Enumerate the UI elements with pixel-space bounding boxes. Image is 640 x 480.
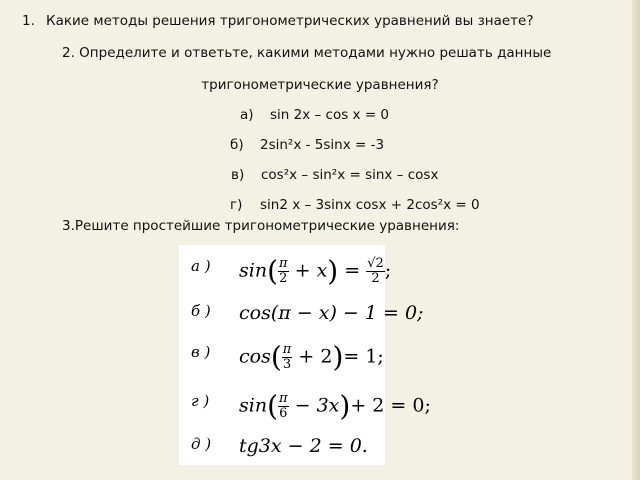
fraction: $\frac{\pi}{2}$ [279,256,288,286]
equations-image: а ) sin( $\frac{\pi}{2}$ + x) = $\frac{√2}{2}$ ; б ) cos(π − x) − 1 = 0; в ) cos( $\frac{\pi}{3}$ + 2)= 1; г ) sin( $\frac{\pi}{6}$ − 3x)+ 2 = 0; д ) tg3x − 2 = 0. [179,245,385,465]
equation-item-v [231,167,438,183]
equation-item-b [230,137,384,153]
equation-label: г ) [191,392,210,410]
question-2-line-1: 2. Определите и ответьте, какими методами нужно решать данные [62,45,552,61]
equation-label: б ) [191,302,211,320]
slide-edge [632,0,640,480]
item-equation: sin 2x – cos x = 0 [270,107,390,123]
fraction: $\frac{√2}{2}$ [367,256,384,286]
fraction: $\frac{\pi}{6}$ [279,391,288,421]
fraction: $\frac{\pi}{3}$ [282,342,292,372]
item-marker: а) [240,107,254,123]
item-marker: г) [230,197,243,213]
question-1 [22,13,534,29]
equation-text: cos(π − x) − 1 = 0; [239,302,424,324]
item-marker: в) [231,167,245,183]
question-3: 3.Решите простейшие тригонометрические уравнения: [62,218,460,234]
question-2-line-2: тригонометрические уравнения? [201,77,439,93]
equation-label: в ) [191,343,211,361]
item-equation: cos²x – sin²x = sinx – cosx [261,167,439,183]
item-equation: sin2 x – 3sinx cosx + 2cos²x = 0 [260,197,480,213]
fn-name: sin [239,259,268,282]
item-equation: 2sin²x - 5sinx = -3 [260,137,385,153]
item-marker: б) [230,137,244,153]
equation-label: д ) [191,435,212,453]
equation-item-a [240,107,389,123]
equation-text: tg3x − 2 = 0. [239,435,368,457]
question-1-number: 1. [22,13,35,29]
equation-item-g [230,197,480,213]
equation-label: а ) [191,257,211,275]
question-1-text: Какие методы решения тригонометрических уравнений вы знаете? [46,13,534,29]
